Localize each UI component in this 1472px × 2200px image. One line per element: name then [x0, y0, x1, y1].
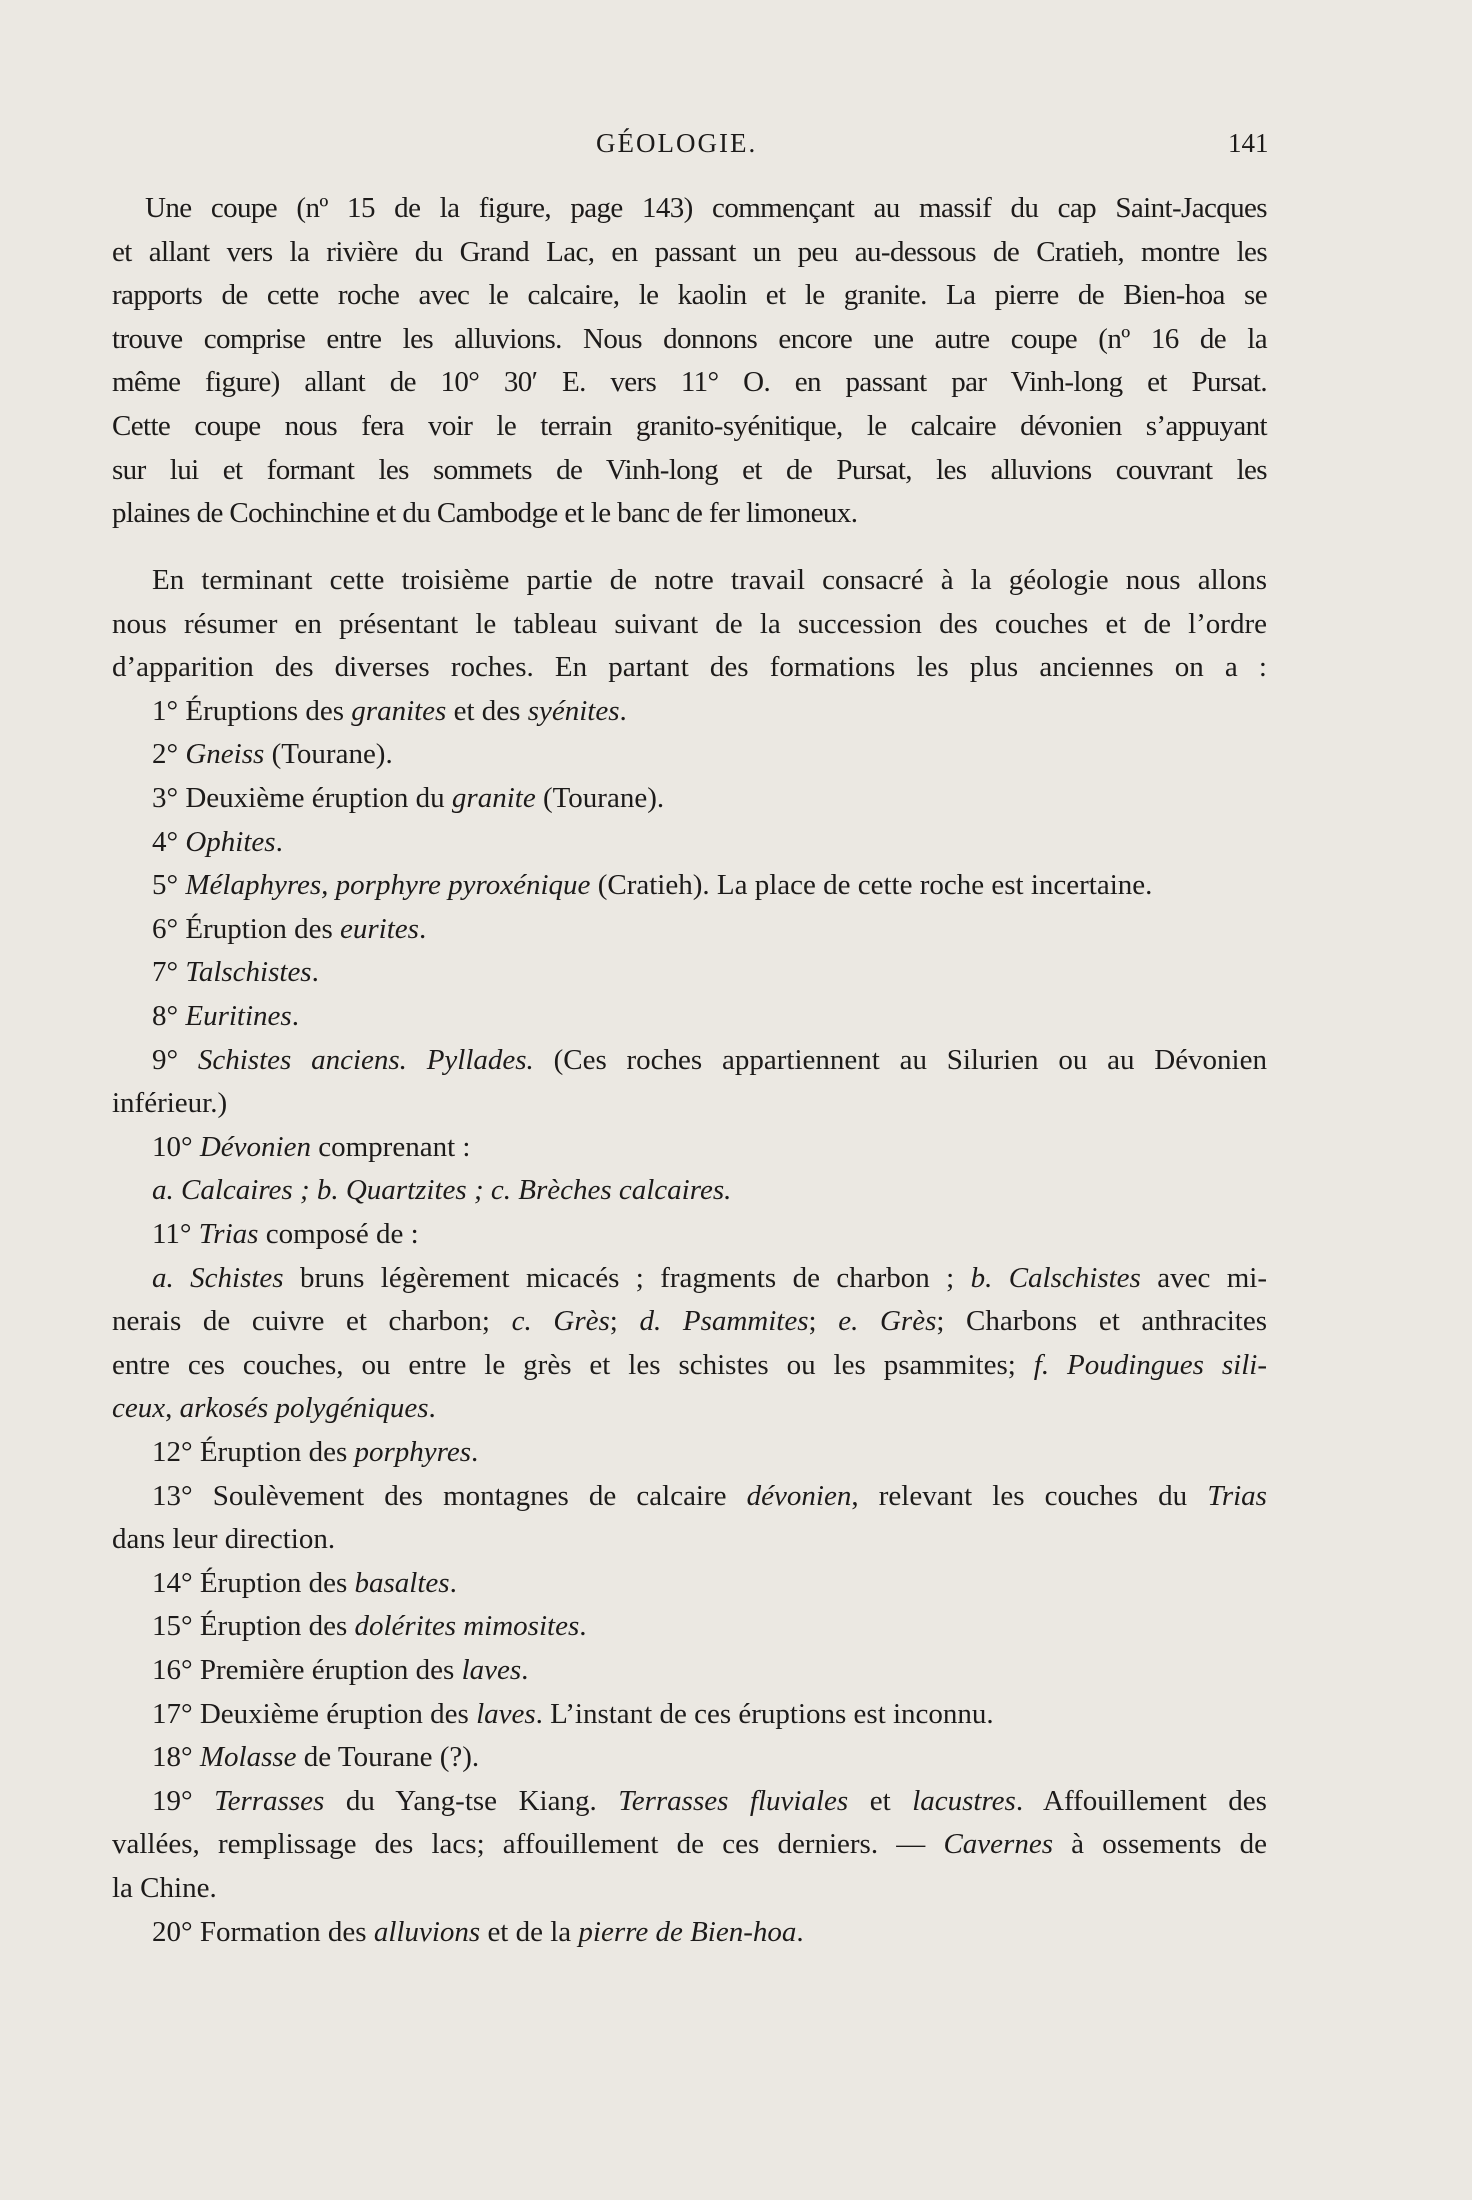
italic-text: Dévonien — [199, 1130, 311, 1163]
italic-text: dévonien — [746, 1479, 852, 1512]
italic-text: d. Psammites — [639, 1305, 809, 1338]
text-run: 18° — [152, 1741, 200, 1774]
list-line — [112, 649, 1267, 685]
list-line — [112, 1870, 1267, 1906]
text-run: de Tourane (?). — [296, 1741, 480, 1774]
italic-text: Trias — [1207, 1479, 1267, 1512]
text-run: 2° — [152, 738, 186, 771]
text-run: 10° — [152, 1130, 200, 1163]
text-run: 12° Éruption des — [152, 1436, 355, 1468]
italic-text: eurites — [340, 912, 419, 945]
list-line — [152, 1129, 1267, 1165]
list-line — [152, 1172, 1267, 1208]
list-line — [112, 1521, 1267, 1557]
list-line — [152, 1042, 1267, 1078]
list-line — [152, 867, 1267, 903]
list-line — [112, 1390, 1267, 1426]
page-number: 141 — [1228, 128, 1269, 158]
text-run: 4° — [152, 825, 186, 858]
text-run: . — [449, 1566, 457, 1599]
italic-text: ceux — [112, 1392, 166, 1425]
list-line — [152, 911, 1267, 947]
text-run: ; — [609, 1305, 640, 1338]
italic-text: Ophites — [185, 825, 276, 858]
paragraph-line — [145, 190, 1267, 226]
text-run: Une coupe (nº 15 de la figure, page 143) commençant au massif du cap Saint-Jacques — [145, 192, 1267, 224]
text-run: et des — [446, 694, 528, 727]
text-run: , relevant les couches du — [851, 1479, 1208, 1512]
text-run: sur lui et formant les sommets de Vinh-long et de Pursat, les alluvions couvrant les — [112, 453, 1267, 486]
text-run: 6° Éruption des — [152, 912, 340, 945]
list-line — [152, 1260, 1267, 1296]
italic-text: b. Calschistes — [970, 1261, 1141, 1294]
paragraph-line — [112, 277, 1267, 313]
italic-text: Euritines — [185, 1000, 292, 1032]
text-run: à ossements de — [1052, 1828, 1267, 1861]
list-line — [152, 693, 1267, 729]
italic-text: pierre de Bien-hoa — [578, 1915, 797, 1948]
text-run: (Cratieh). La place de cette roche est incertaine. — [590, 869, 1153, 902]
text-run: comprenant : — [310, 1130, 471, 1163]
paragraph-line — [112, 364, 1267, 400]
italic-text: Molasse — [199, 1741, 297, 1774]
text-run: inférieur.) — [112, 1087, 228, 1120]
list-line — [112, 1347, 1267, 1383]
list-line — [152, 1739, 1267, 1775]
text-run: dans leur direction. — [112, 1523, 336, 1556]
text-run: 1° Éruptions des — [152, 694, 352, 727]
running-title: GÉOLOGIE. — [596, 128, 758, 158]
list-line — [152, 1783, 1267, 1819]
list-line — [152, 562, 1267, 598]
text-run: du Yang-tse Kiang. — [324, 1784, 619, 1817]
list-line — [152, 780, 1267, 816]
italic-text: syénites — [527, 694, 620, 727]
text-run: . — [291, 1000, 299, 1032]
italic-text: alluvions — [373, 1915, 481, 1948]
italic-text: a. Schistes — [152, 1261, 284, 1294]
text-run: et de la — [480, 1915, 579, 1948]
text-run: . Affouillement des — [1015, 1784, 1267, 1817]
text-run: En terminant cette troisième partie de notre travail consacré à la géologie nous allons — [152, 564, 1267, 596]
text-run: ; — [808, 1305, 839, 1338]
list-line — [112, 1303, 1267, 1339]
italic-text: granite — [451, 782, 536, 814]
text-run: 17° Deuxième éruption des — [152, 1697, 477, 1730]
text-run: nerais de cuivre et charbon; — [112, 1305, 512, 1338]
list-line — [152, 1478, 1267, 1514]
text-run: et — [848, 1784, 913, 1817]
text-run: (Tourane). — [535, 782, 665, 814]
list-line — [152, 998, 1267, 1034]
text-run: . — [418, 912, 427, 945]
text-run: 20° Formation des — [152, 1915, 374, 1948]
text-run: d’apparition des diverses roches. En partant des formations les plus anciennes on a : — [112, 651, 1267, 684]
text-run: avec mi- — [1140, 1261, 1267, 1294]
text-run: 16° Première éruption des — [152, 1654, 462, 1686]
text-run: 13° Soulèvement des montagnes de calcaire — [152, 1479, 747, 1512]
text-run: . — [471, 1436, 479, 1468]
text-run: 14° Éruption des — [152, 1566, 355, 1599]
text-run: . — [428, 1392, 436, 1425]
italic-text: Terrasses fluviales — [618, 1784, 849, 1817]
text-run: . L’instant de ces éruptions est inconnu. — [535, 1697, 994, 1730]
text-run: 11° — [152, 1218, 199, 1250]
italic-text: Trias — [198, 1218, 259, 1250]
list-line — [112, 1826, 1267, 1862]
text-run: Cette coupe nous fera voir le terrain granito-syénitique, le calcaire dévonien s’appuyant — [112, 410, 1267, 442]
text-run: (Tourane). — [264, 738, 393, 771]
italic-text: laves — [476, 1697, 536, 1730]
text-run: . — [579, 1610, 587, 1643]
list-line — [152, 1608, 1267, 1644]
italic-text: dolérites mimosites — [354, 1610, 580, 1643]
text-run: . — [521, 1654, 529, 1686]
list-line — [112, 606, 1267, 642]
text-run: et allant vers la rivière du Grand Lac, en passant un peu au-dessous de Cratieh, montre les — [112, 235, 1267, 268]
italic-text: granites — [351, 694, 447, 727]
text-run: nous résumer en présentant le tableau suivant de la succession des couches et de l’ordre — [112, 607, 1267, 640]
italic-text: laves — [461, 1654, 522, 1686]
italic-text: Schistes anciens. Pyllades. — [197, 1043, 534, 1076]
paragraph-line — [112, 495, 1267, 531]
text-run: plaines de Cochinchine et du Cambodge et le banc de fer limoneux. — [112, 497, 858, 530]
text-run: 5° — [152, 869, 186, 902]
text-run: rapports de cette roche avec le calcaire, le kaolin et le granite. La pierre de Bien-hoa se — [112, 279, 1267, 312]
text-run: , — [165, 1392, 180, 1425]
text-run: . — [311, 956, 319, 989]
italic-text: Terrasses — [214, 1784, 325, 1817]
italic-text: e. Grès — [838, 1305, 937, 1338]
text-run: trouve comprise entre les alluvions. Nous donnons encore une autre coupe (nº 16 de la — [112, 322, 1267, 355]
text-run: vallées, remplissage des lacs; affouillement de ces derniers. — — [112, 1828, 944, 1861]
text-run: 7° — [152, 956, 186, 989]
text-run: entre ces couches, ou entre le grès et les schistes ou les psammites; — [112, 1348, 1034, 1381]
list-line — [152, 1914, 1267, 1950]
text-run: la Chine. — [112, 1872, 217, 1904]
text-run: . — [619, 694, 627, 727]
list-line — [152, 1652, 1267, 1688]
italic-text: porphyres — [354, 1436, 472, 1468]
text-run: 19° — [152, 1784, 215, 1817]
list-line — [152, 954, 1267, 990]
list-line — [112, 1085, 1267, 1121]
text-run: . — [275, 825, 283, 858]
paragraph-line — [112, 321, 1267, 357]
text-run: 15° Éruption des — [152, 1610, 355, 1643]
paragraph-line — [112, 452, 1267, 488]
text-run: même figure) allant de 10° 30′ E. vers 11° O. en passant par Vinh-long et Pursat. — [112, 366, 1267, 399]
text-run: bruns légèrement micacés ; fragments de charbon ; — [283, 1261, 971, 1294]
list-line — [152, 736, 1267, 772]
italic-text: a. Calcaires ; b. Quartzites ; c. Brèches calcaires. — [152, 1174, 732, 1207]
italic-text: basaltes — [354, 1566, 450, 1599]
list-line — [152, 1216, 1267, 1252]
text-run: 8° — [152, 1000, 186, 1032]
list-line — [152, 1434, 1267, 1470]
paragraph-line — [112, 408, 1267, 444]
text-run: composé de : — [258, 1218, 419, 1250]
text-run: (Ces roches appartiennent au Silurien ou au Dévonien — [533, 1043, 1267, 1076]
italic-text: Mélaphyres, porphyre pyroxénique — [185, 869, 591, 902]
italic-text: Cavernes — [943, 1828, 1053, 1861]
text-run: 9° — [152, 1043, 198, 1076]
list-line — [152, 824, 1267, 860]
italic-text: Talschistes — [185, 956, 312, 989]
paragraph-line — [112, 234, 1267, 270]
text-run: ; Charbons et anthracites — [936, 1305, 1267, 1338]
italic-text: f. Poudingues sili- — [1033, 1348, 1267, 1381]
text-run: 3° Deuxième éruption du — [152, 782, 452, 814]
italic-text: lacustres — [912, 1784, 1016, 1817]
italic-text: c. Grès — [511, 1305, 610, 1338]
text-run: . — [796, 1915, 804, 1948]
italic-text: arkosés polygéniques — [179, 1392, 429, 1425]
list-line — [152, 1565, 1267, 1601]
italic-text: Gneiss — [185, 738, 265, 771]
list-line — [152, 1696, 1267, 1732]
